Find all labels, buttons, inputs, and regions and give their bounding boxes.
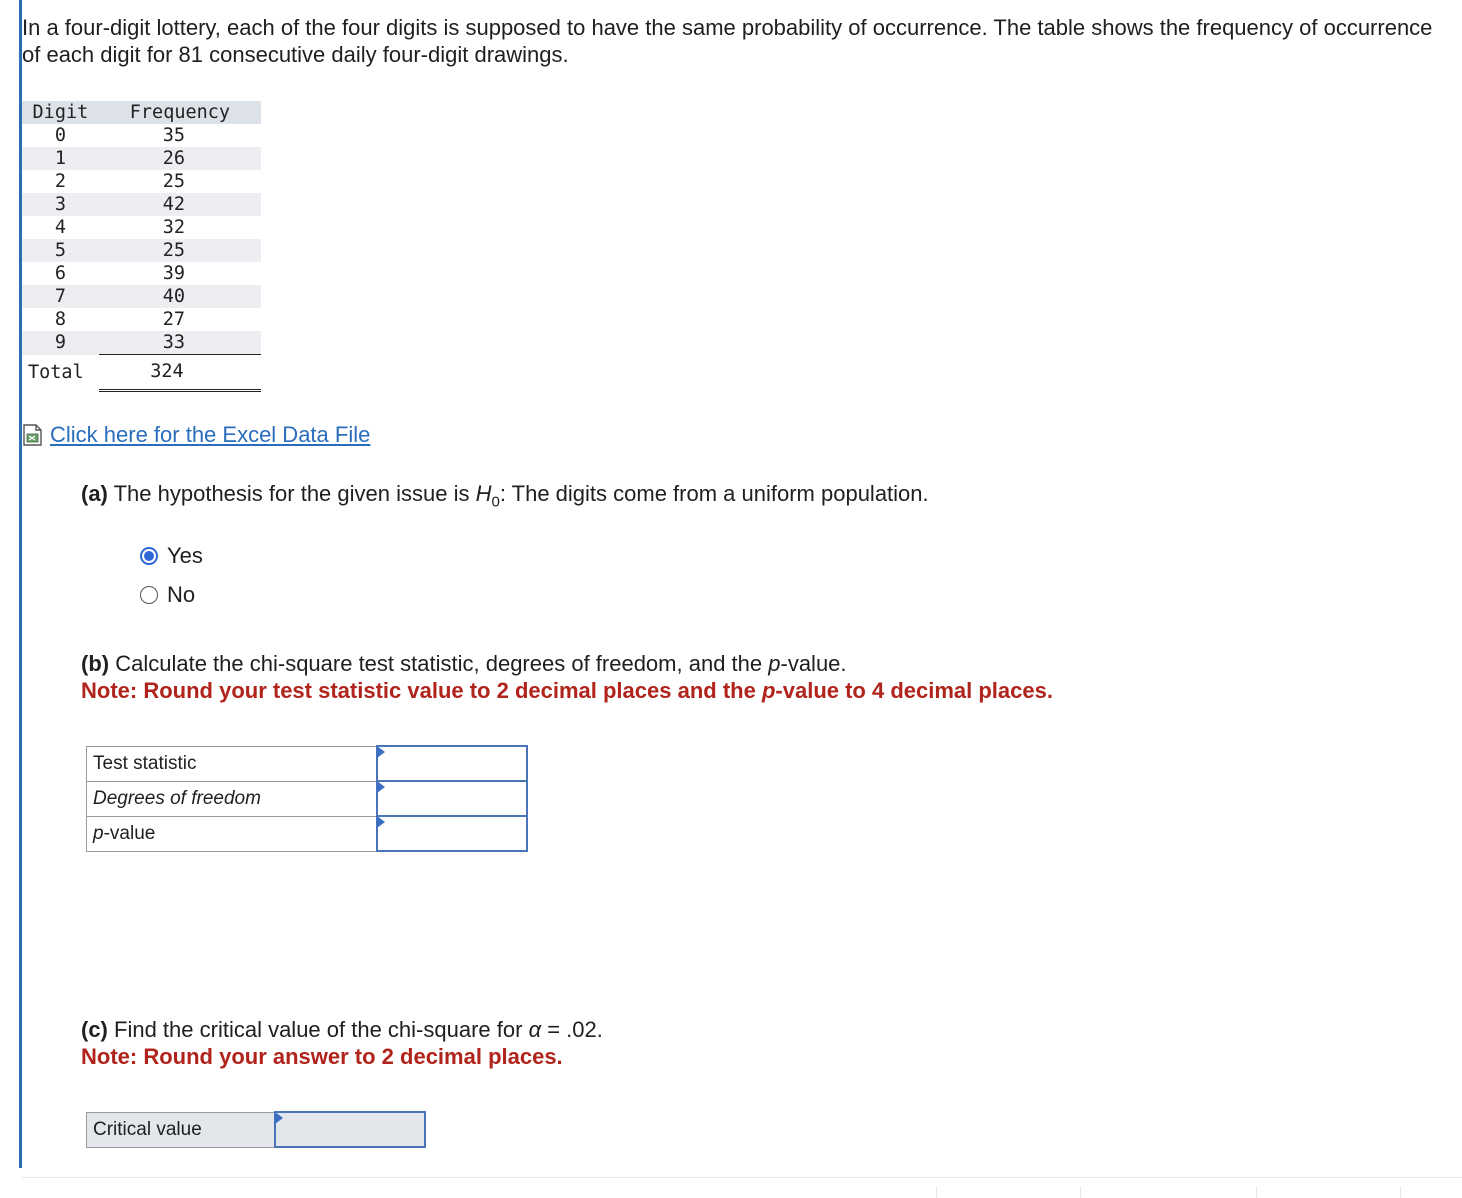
total-value: 324	[150, 361, 184, 382]
table-row	[22, 124, 261, 147]
digit-cell: 2	[54, 171, 66, 192]
critical-value-table	[86, 1111, 426, 1148]
bottom-divider	[22, 1177, 1462, 1178]
p-value-label: p-value	[87, 816, 378, 851]
critical-value-input[interactable]	[276, 1113, 424, 1146]
table-row	[22, 216, 261, 239]
table-row	[22, 262, 261, 285]
total-row	[22, 355, 261, 391]
digit-cell: 6	[54, 263, 66, 284]
footer-divider	[1080, 1186, 1081, 1198]
footer-divider	[936, 1186, 937, 1198]
question-intro: In a four-digit lottery, each of the four digits is supposed to have the same probability of occurrence. The table shows the frequency of occurrence of each digit for 81 consecutive daily four-digit drawings.	[22, 15, 1433, 67]
test-statistic-row	[87, 746, 528, 781]
frequency-cell: 35	[162, 125, 186, 146]
degrees-of-freedom-row	[87, 781, 528, 816]
frequency-column-header: Frequency	[129, 102, 231, 123]
table-row	[22, 193, 261, 216]
table-row	[22, 285, 261, 308]
table-row	[22, 308, 261, 331]
table-header-row	[22, 101, 261, 124]
table-row	[22, 147, 261, 170]
part-b-note: Note: Round your test statistic value to 2 decimal places and the p-value to 4 decimal places.	[81, 678, 1053, 703]
digit-cell: 5	[54, 240, 66, 261]
frequency-table	[22, 101, 261, 392]
radio-no[interactable]	[140, 586, 158, 604]
frequency-cell: 33	[162, 332, 186, 353]
digit-cell: 0	[54, 125, 66, 146]
frequency-cell: 26	[162, 148, 186, 169]
h0-symbol: $H_0$	[475, 481, 500, 511]
option-yes[interactable]	[140, 543, 203, 569]
digit-cell: 7	[54, 286, 66, 307]
table-row	[22, 239, 261, 262]
frequency-cell: 42	[162, 194, 186, 215]
frequency-cell: 25	[162, 171, 186, 192]
part-a-prompt: (a) The hypothesis for the given issue is $H_0$: The digits come from a uniform population.	[81, 481, 929, 511]
digit-cell: 8	[54, 309, 66, 330]
excel-data-link[interactable]	[22, 422, 370, 448]
digit-cell: 4	[54, 217, 66, 238]
excel-file-icon	[22, 423, 44, 447]
frequency-cell: 25	[162, 240, 186, 261]
radio-yes-selected[interactable]	[140, 547, 158, 565]
part-b-prompt: (b) Calculate the chi-square test statistic, degrees of freedom, and the p-value.	[81, 651, 847, 676]
critical-value-row	[87, 1112, 426, 1147]
frequency-cell: 32	[162, 217, 186, 238]
excel-link-label[interactable]: Click here for the Excel Data File	[50, 422, 371, 447]
option-yes-label: Yes	[167, 543, 203, 568]
footer-divider	[1256, 1186, 1257, 1198]
option-no[interactable]	[140, 582, 195, 608]
digit-cell: 3	[54, 194, 66, 215]
digit-cell: 9	[54, 332, 66, 354]
test-statistic-label: Test statistic	[87, 746, 378, 781]
total-label: Total	[22, 355, 99, 391]
critical-value-label: Critical value	[87, 1112, 276, 1147]
digit-column-header: Digit	[32, 102, 89, 123]
part-c-prompt: (c) Find the critical value of the chi-square for α = .02.	[81, 1017, 603, 1042]
part-b-answer-table	[86, 745, 528, 852]
digit-cell: 1	[54, 148, 66, 169]
frequency-cell: 27	[162, 309, 186, 330]
frequency-cell: 39	[162, 263, 186, 284]
table-row	[22, 170, 261, 193]
degrees-of-freedom-label: Degrees of freedom	[87, 781, 378, 816]
footer-divider	[1400, 1186, 1401, 1198]
p-value-input[interactable]	[378, 817, 526, 850]
degrees-of-freedom-input[interactable]	[378, 782, 526, 815]
p-value-row	[87, 816, 528, 851]
table-row	[22, 331, 261, 355]
part-c-note: Note: Round your answer to 2 decimal places.	[81, 1044, 563, 1069]
frequency-cell: 40	[162, 286, 186, 307]
option-no-label: No	[167, 582, 196, 607]
test-statistic-input[interactable]	[378, 747, 526, 780]
